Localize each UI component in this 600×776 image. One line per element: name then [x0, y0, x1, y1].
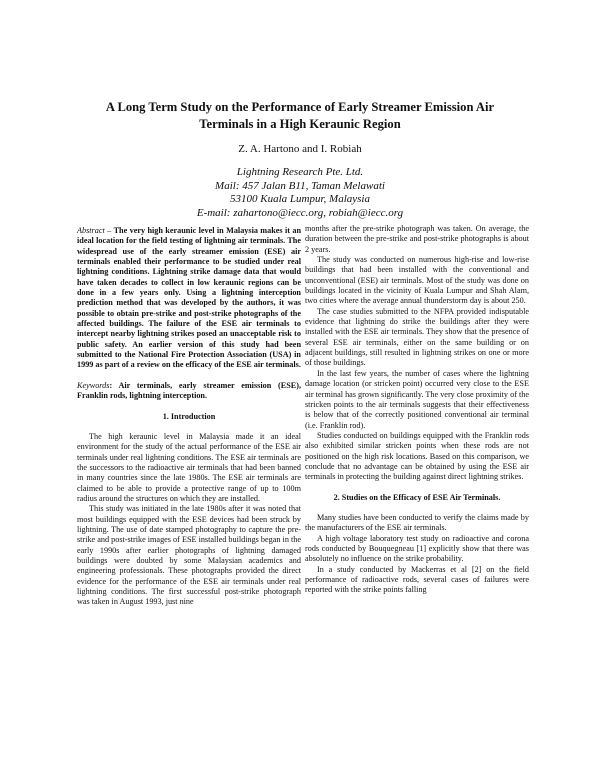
paper-authors: Z. A. Hartono and I. Robiah	[238, 143, 362, 155]
right-paragraph-1: months after the pre-strike photograph was taken. On average, the duration between the pre-strike and post-strike photographs is about 2 years.	[305, 224, 529, 254]
efficacy-paragraph-2: A high voltage laboratory test study on radioactive and corona rods conducted by Bouquegneau [1] explicitly show that there was absolutely no influence on the strike probability.	[305, 533, 529, 564]
affiliation-mail: Mail: 457 Jalan B11, Taman Melawati	[215, 179, 385, 192]
abstract-paragraph	[77, 226, 301, 371]
affiliation-email: E-mail: zahartono@iecc.org, robiah@iecc.org	[196, 206, 404, 219]
keywords-label: Keywords	[77, 380, 110, 390]
right-paragraph-4: In the last few years, the number of cases where the lightning damage location (or stricken point) occurred very close to the ESE air terminal has grown significantly. The very close proximity of the stricken points to the air terminals suggests that their effectiveness is below that of the correctly positioned conventional air terminal (i.e. Franklin rod).	[305, 368, 529, 430]
intro-paragraph-1: The high keraunic level in Malaysia made it an ideal environment for the study of the actual performance of the ESE air terminals under real lightning conditions. The ESE air terminals are the successors to the radioactive air terminals that had been banned in many countries since the late 1980s. The ESE air terminals are claimed to be able to provide a protective range of up to 100m radius around the structures on which they are installed.	[77, 431, 301, 503]
section-heading-efficacy: 2. Studies on the Efficacy of ESE Air Terminals.	[333, 492, 501, 502]
abstract-label: Abstract	[77, 226, 105, 235]
affiliation-city: 53100 Kuala Lumpur, Malaysia	[230, 193, 370, 205]
keywords-text: : Air terminals, early streamer emission (ESE), Franklin rods, lightning interception.	[77, 380, 301, 401]
efficacy-paragraph-3: In a study conducted by Mackerras et al [2] on the field performance of radioactive rods, several cases of failures were reported with the strike points falling	[305, 564, 529, 595]
paper-title: A Long Term Study on the Performance of Early Streamer Emission Air Terminals in a High Keraunic Region	[105, 100, 495, 131]
abstract-text: The very high keraunic level in Malaysia makes it an ideal location for the field testing of lightning air terminals. The widespread use of the early streamer emission (ESE) air terminals enabled their performance to be studied under real lightning conditions. Lightning strike damage data that would have taken decades to collect in low keraunic regions can be done in a few years only. Using a lightning interception prediction method that was developed by the authors, it was possible to obtain pre-strike and post-strike photographs of the affected buildings. The failure of the ESE air terminals to intercept nearby lightning strikes posed an unacceptable risk to public safety. An earlier version of this study had been submitted to the National Fire Protection Association (USA) in 1999 as part of a review on the efficacy of the ESE air terminals.	[77, 226, 301, 370]
section-heading-introduction: 1. Introduction	[162, 411, 216, 421]
affiliation-block	[0, 166, 600, 220]
right-column	[305, 224, 529, 596]
keywords-paragraph	[77, 381, 301, 402]
right-paragraph-5: Studies conducted on buildings equipped with the Franklin rods also exhibited similar stricken points when these rods are not positioned on the high risk locations. Based on this comparison, we conclude that no advantage can be obtained by using the ESE air terminals in protecting the building against direct lightning strikes.	[305, 430, 529, 482]
intro-paragraph-2: This study was initiated in the late 1980s after it was noted that most buildings equipped with the ESE devices had been struck by lightning. The use of date stamped photography to capture the pre-strike and post-strike images of ESE installed buildings began in the early 1990s after earlier photographs of lightning damaged buildings were doubted by some Malaysian academics and engineering professionals. These photographs provided the direct evidence for the performance of the ESE air terminals under real lightning conditions. The first successful post-strike photograph was taken in August 1993, just nine	[77, 504, 301, 607]
right-paragraph-3: The case studies submitted to the NFPA provided indisputable evidence that lightning do strike the buildings after they were installed with the ESE air terminals. They show that the presence of several ESE air terminals, either on the same building or on adjacent buildings, still resulted in lightning strikes on one or more of those buildings.	[305, 306, 529, 368]
efficacy-paragraph-1: Many studies have been conducted to verify the claims made by the manufacturers of the ESE air terminals.	[305, 512, 529, 533]
left-column	[77, 226, 301, 608]
affiliation-organization: Lightning Research Pte. Ltd.	[236, 166, 364, 178]
abstract-dash: –	[104, 226, 114, 235]
right-paragraph-2: The study was conducted on numerous high-rise and low-rise buildings that had been installed with the conventional and unconventional (ESE) air terminals. Most of the study was done on buildings located in the vicinity of Kuala Lumpur and Shah Alam, two cities where the average annual thunderstorm day is about 250.	[305, 255, 529, 306]
